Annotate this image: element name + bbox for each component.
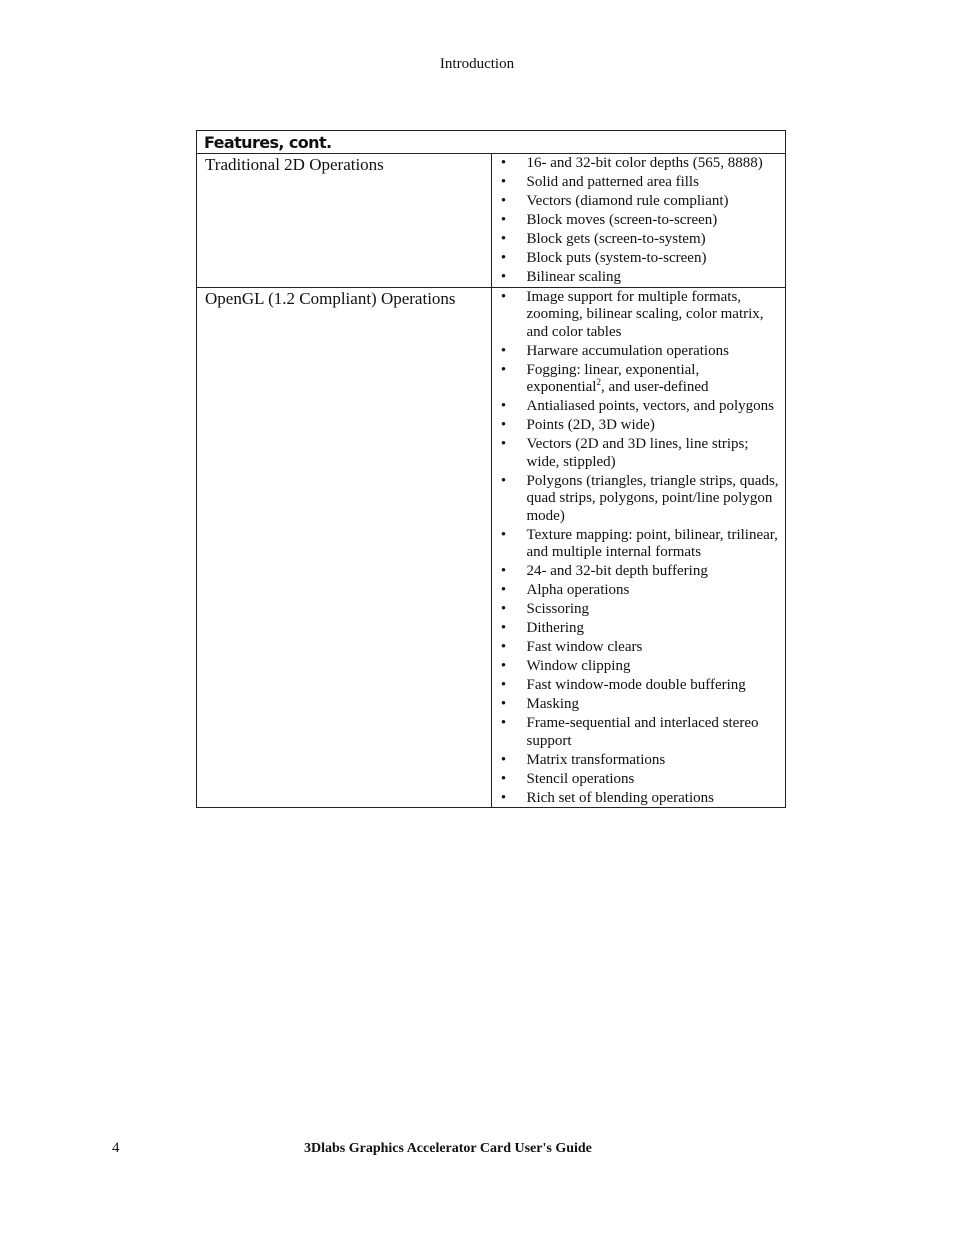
list-item (492, 715, 782, 750)
list-item-text: Stencil operations (526, 770, 635, 787)
bullet-icon: • (500, 582, 507, 598)
bullet-icon: • (500, 789, 507, 806)
bullet-icon: • (500, 751, 507, 768)
footer-book-title: 3Dlabs Graphics Accelerator Card User's Guide (304, 1141, 592, 1156)
list-item-text: 16- and 32-bit color depths (565, 8888) (526, 155, 763, 171)
list-item-text: Solid and patterned area fills (526, 174, 699, 190)
list-item-text: Bilinear scaling (526, 269, 622, 285)
list-item (492, 639, 782, 657)
feature-list (492, 155, 782, 287)
list-item (492, 771, 782, 789)
list-item-text: Scissoring (526, 601, 590, 617)
list-item (492, 250, 782, 268)
list-item (492, 231, 782, 249)
list-item-text: Block moves (screen-to-screen) (526, 212, 718, 228)
bullet-icon: • (500, 563, 507, 579)
bullet-icon: • (500, 342, 507, 359)
list-item-text: Texture mapping: point, bilinear, trilinear, and multiple internal formats (526, 526, 778, 560)
bullet-icon: • (500, 601, 507, 617)
bullet-icon: • (500, 658, 507, 674)
feature-list-cell (491, 287, 786, 808)
bullet-icon: • (500, 677, 507, 693)
running-header: Introduction (439, 56, 515, 72)
list-item (492, 212, 782, 230)
row-label: Traditional 2D Operations (197, 154, 492, 288)
list-item (492, 436, 782, 471)
list-item-text: Fast window-mode double buffering (526, 677, 746, 693)
features-table-body (197, 154, 786, 808)
bullet-icon: • (500, 231, 507, 247)
bullet-icon: • (500, 436, 507, 452)
list-item (492, 790, 782, 808)
list-item-text: 24- and 32-bit depth buffering (526, 563, 708, 579)
list-item (492, 563, 782, 581)
list-item (492, 752, 782, 770)
bullet-icon: • (500, 288, 507, 305)
bullet-icon: • (500, 526, 507, 543)
list-item (492, 417, 782, 435)
list-item-text: Harware accumulation operations (526, 342, 729, 359)
list-item (492, 343, 782, 361)
list-item (492, 601, 782, 619)
list-item-text: Masking (526, 696, 579, 712)
bullet-icon: • (500, 417, 507, 433)
bullet-icon: • (500, 620, 507, 636)
bullet-icon: • (500, 696, 507, 712)
bullet-icon: • (500, 193, 507, 209)
list-item-text: Fast window clears (526, 639, 643, 655)
list-item-text: Vectors (2D and 3D lines, line strips; wide, stippled) (526, 436, 749, 470)
list-item (492, 193, 782, 211)
list-item (492, 269, 782, 287)
list-item (492, 473, 782, 526)
table-title: Features, cont. (197, 131, 786, 154)
list-item (492, 174, 782, 192)
feature-list (492, 289, 782, 808)
list-item (492, 620, 782, 638)
list-item (492, 398, 782, 416)
list-item-text: Matrix transformations (526, 751, 666, 768)
list-item (492, 362, 782, 397)
list-item-text: Rich set of blending operations (526, 789, 714, 806)
bullet-icon: • (500, 174, 507, 190)
list-item (492, 155, 782, 173)
list-item-text: Image support for multiple formats, zooming, bilinear scaling, color matrix, and color tables (526, 288, 764, 340)
feature-list-cell (491, 154, 786, 288)
list-item (492, 696, 782, 714)
row-label: OpenGL (1.2 Compliant) Operations (197, 287, 492, 808)
list-item (492, 677, 782, 695)
features-table (196, 130, 786, 808)
bullet-icon: • (500, 639, 507, 655)
page-footer (0, 1140, 954, 1160)
bullet-icon: • (500, 398, 507, 414)
page-number: 4 (112, 1140, 120, 1156)
list-item-text: Dithering (526, 620, 584, 636)
list-item-text: Polygons (triangles, triangle strips, quads, quad strips, polygons, point/line polygon mode) (526, 472, 779, 524)
bullet-icon: • (500, 715, 507, 731)
list-item-text: Vectors (diamond rule compliant) (526, 193, 729, 209)
list-item-text: Block puts (system-to-screen) (526, 250, 707, 266)
bullet-icon: • (500, 250, 507, 266)
list-item-text: Block gets (screen-to-system) (526, 231, 706, 247)
bullet-icon: • (500, 361, 507, 378)
table-row (197, 287, 786, 808)
list-item-text: Window clipping (526, 658, 631, 674)
list-item (492, 289, 782, 342)
bullet-icon: • (500, 212, 507, 228)
list-item (492, 527, 782, 562)
list-item-text: Fogging: linear, exponential, exponential$^2$, and user-defined (526, 361, 709, 395)
list-item-text: Points (2D, 3D wide) (526, 417, 655, 433)
bullet-icon: • (500, 269, 507, 285)
bullet-icon: • (500, 770, 507, 787)
bullet-icon: • (500, 155, 507, 171)
list-item (492, 658, 782, 676)
list-item-text: Frame-sequential and interlaced stereo support (526, 715, 759, 749)
bullet-icon: • (500, 472, 507, 489)
table-row (197, 154, 786, 288)
list-item-text: Alpha operations (526, 582, 630, 598)
list-item-text: Antialiased points, vectors, and polygons (526, 398, 774, 414)
list-item (492, 582, 782, 600)
